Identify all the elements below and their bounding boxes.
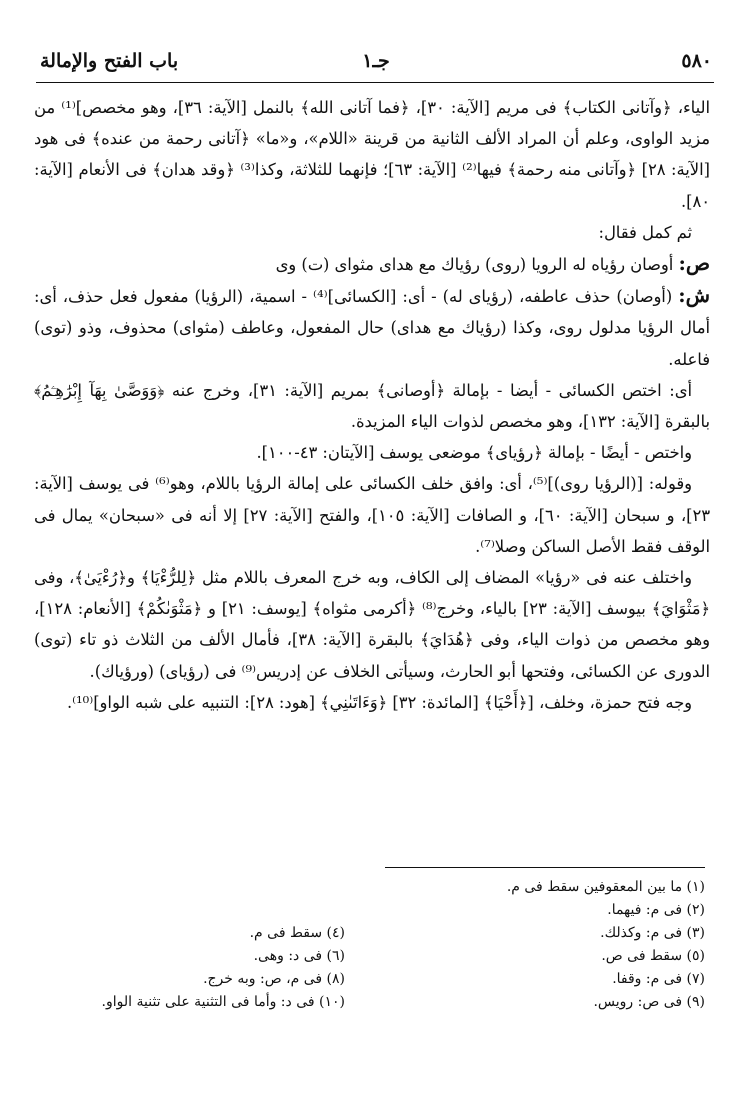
footnote: (٤) سقط فى م. <box>249 925 345 941</box>
paragraph-2: ثم كمل فقال: <box>598 222 692 242</box>
main-text <box>34 92 710 718</box>
page-header <box>40 50 712 80</box>
commentary-paragraph <box>34 280 710 375</box>
footnote-rule <box>385 867 705 868</box>
footnote: (٣) فى م: وكذلك. <box>600 925 705 941</box>
footnote: (٩) فى ص: رويس. <box>593 994 705 1010</box>
paragraph-7: وقوله: [(الرؤيا روى)]⁽⁵⁾، أى: وافق خلف الكسائى على إمالة الرؤيا باللام، وهو⁽⁶⁾ فى يوسف [الآية: ٢٣]، و سبحان [الآية: ٦٠]، و الصافات [الآية: ١٠٥]، والفتح [الآية: ٢٧] إلا أنه فى «سبحان» يمال فى الوقف فقط الأصل الساكن وصلا⁽⁷⁾. <box>34 474 710 556</box>
paragraph-1: الياء، ﴿وآتانى الكتاب﴾ فى مريم [الآية: ٣٠]، ﴿فما آتانى الله﴾ بالنمل [الآية: ٣٦]، وهو مخصص]⁽¹⁾ من مزيد الواوى، وعلم أن المراد الألف الثانية من قرينة «اللام»، و«ما» ﴿آتانى رحمة من عنده﴾ فى هود [الآية: ٢٨] ﴿وآتانى منه رحمة﴾ فيها⁽²⁾ [الآية: ٦٣]؛ فإنهما للثلاثة، وكذا⁽³⁾ ﴿وقد هدان﴾ فى الأنعام [الآية: ٨٠]. <box>34 98 710 211</box>
chapter-title: باب الفتح والإمالة <box>40 50 179 72</box>
footnote: (٦) فى د: وهى. <box>253 948 345 964</box>
commentary-text: (أوصان) حذف عاطفه، (رؤياى له) - أى: [الكسائى]⁽⁴⁾ - اسمية، (الرؤيا) مفعول فعل حذف، أى: أمال الرؤيا مدلول روى، وكذا (رؤياك مع هداى) حال المفعول، وعاطف (مثواى) محذوف، وذو (توى) فاعله. <box>34 287 710 369</box>
footnote: (١٠) فى د: وأما فى التثنية على تثنية الواو. <box>101 994 345 1010</box>
footnotes-right-column <box>365 876 705 1014</box>
header-rule <box>36 82 714 83</box>
footnote: (١) ما بين المعقوفين سقط فى م. <box>506 879 705 895</box>
footnote: (٨) فى م، ص: وبه خرج. <box>203 971 345 987</box>
paragraph-6: واختص - أيضًا - بإمالة ﴿رؤياى﴾ موضعى يوسف [الآيتان: ٤٣-١٠٠]. <box>256 443 692 463</box>
verse-text: أوصان رؤياه له الرويا (روى) رؤياك مع هداى مثواى (ت) وى <box>275 255 674 275</box>
verse-marker: ص: <box>678 251 710 276</box>
page-number: ٥٨٠ <box>681 50 712 72</box>
paragraph-5: أى: اختص الكسائى - أيضا - بإمالة ﴿أوصانى﴾ بمريم [الآية: ٣١]، وخرج عنه ﴿وَوَصَّىٰ بِهَآ إِبْرَٰهِـۧمُ﴾ بالبقرة [الآية: ١٣٢]، وهو مخصص لذوات الياء المزيدة. <box>34 380 710 432</box>
footnotes-left-column <box>45 922 345 1014</box>
paragraph-8: واختلف عنه فى «رؤيا» المضاف إلى الكاف، وبه خرج المعرف باللام مثل ﴿لِلرُّءْيَا﴾ و﴿رُءْيَىٰ﴾، وفى ﴿مَثْوَايَ﴾ بيوسف [الآية: ٢٣] بالياء، وخرج⁽⁸⁾ ﴿أكرمى مثواه﴾ [يوسف: ٢١] و ﴿مَثْوَىٰكُمْ﴾ [الأنعام: ١٢٨]، وهو مخصص من ذوات الياء، وفى ﴿هُدَايَ﴾ بالبقرة [الآية: ٣٨]، فأمال الألف من الثلاث ذو تاء (توى) الدورى عن الكسائى، وفتحها أبو الحارث، وسيأتى الخلاف عن إدريس⁽⁹⁾ فى (رؤياى) (ورؤياك). <box>34 568 711 681</box>
footnote: (٢) فى م: فيهما. <box>607 902 705 918</box>
commentary-marker: ش: <box>678 283 710 308</box>
footnote: (٥) سقط فى ص. <box>601 948 705 964</box>
verse-line <box>34 248 710 280</box>
volume-label: جـ١ <box>362 50 390 72</box>
footnote: (٧) فى م: وقفا. <box>612 971 705 987</box>
paragraph-9: وجه فتح حمزة، وخلف، [﴿أَحْيَا﴾ [المائدة: ٣٢] ﴿وَءَاتَىٰنِي﴾ [هود: ٢٨]: التنبيه على شبه الواو]⁽¹⁰⁾. <box>66 692 692 712</box>
